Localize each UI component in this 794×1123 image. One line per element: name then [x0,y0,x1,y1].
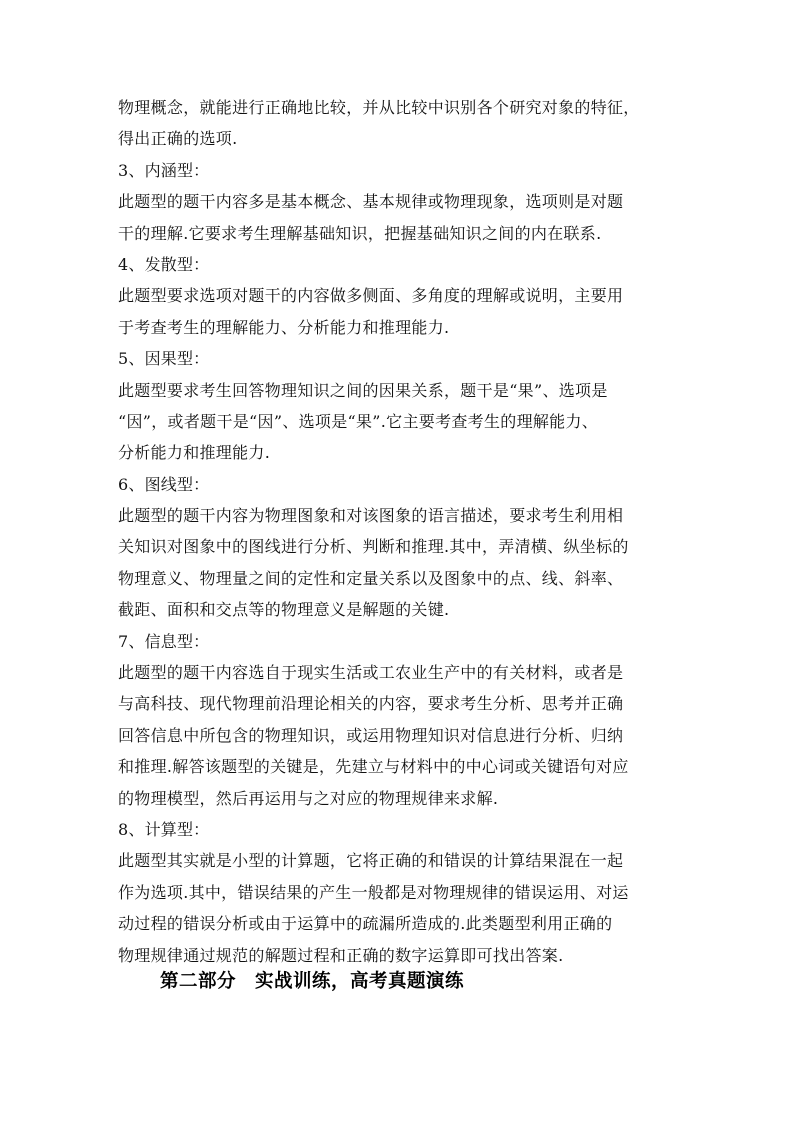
body-line: 作为选项.其中，错误结果的产生一般都是对物理规律的错误运用、对运 [118,882,629,902]
body-line: 于考查考生的理解能力、分析能力和推理能力. [118,317,450,337]
body-line: 物理意义、物理量之间的定性和定量关系以及图象中的点、线、斜率、 [118,568,624,588]
item-heading: 5、因果型： [118,349,210,369]
item-heading: 7、信息型： [118,631,210,651]
item-heading: 4、发散型： [118,254,210,274]
body-line: 与高科技、现代物理前沿理论相关的内容，要求考生分析、思考并正确 [118,694,624,714]
document-body [118,92,678,971]
body-line: “因”，或者题干是“因”、选项是“果”.它主要考查考生的理解能力、 [118,411,599,431]
body-line: 物理规律通过规范的解题过程和正确的数字运算即可找出答案. [118,945,564,965]
body-line: 干的理解.它要求考生理解基础知识，把握基础知识之间的内在联系. [118,223,602,243]
section-title: 第二部分 实战训练，高考真题演练 [160,971,465,992]
body-line: 回答信息中所包含的物理知识，或运用物理知识对信息进行分析、归纳 [118,725,624,745]
body-line: 动过程的错误分析或由于运算中的疏漏所造成的.此类题型利用正确的 [118,914,613,934]
body-line: 物理概念，就能进行正确地比较，并从比较中识别各个研究对象的特征， [118,98,640,117]
body-line: 截距、面积和交点等的物理意义是解题的关键. [118,600,450,620]
body-line: 关知识对图象中的图线进行分析、判断和推理.其中，弄清横、纵坐标的 [118,537,629,557]
item-heading: 3、内涵型： [118,160,210,180]
body-line: 此题型的题干内容选自于现实生活或工农业生产中的有关材料，或者是 [118,663,624,683]
body-line: 此题型要求考生回答物理知识之间的因果关系，题干是“果”、选项是 [118,380,608,400]
body-line: 此题型其实就是小型的计算题，它将正确的和错误的计算结果混在一起 [118,851,624,871]
item-heading: 8、计算型： [118,819,210,839]
item-heading: 6、图线型： [118,474,210,494]
body-line: 和推理.解答该题型的关键是，先建立与材料中的中心词或关键语句对应 [118,757,629,777]
body-line: 此题型的题干内容多是基本概念、基本规律或物理现象，选项则是对题 [118,192,624,212]
body-line: 的物理模型，然后再运用与之对应的物理规律来求解. [118,788,499,808]
body-line: 此题型要求选项对题干的内容做多侧面、多角度的理解或说明，主要用 [118,286,624,306]
body-line: 分析能力和推理能力. [118,443,271,463]
body-line: 得出正确的选项. [118,129,238,149]
body-line: 此题型的题干内容为物理图象和对该图象的语言描述，要求考生利用相 [118,506,624,526]
